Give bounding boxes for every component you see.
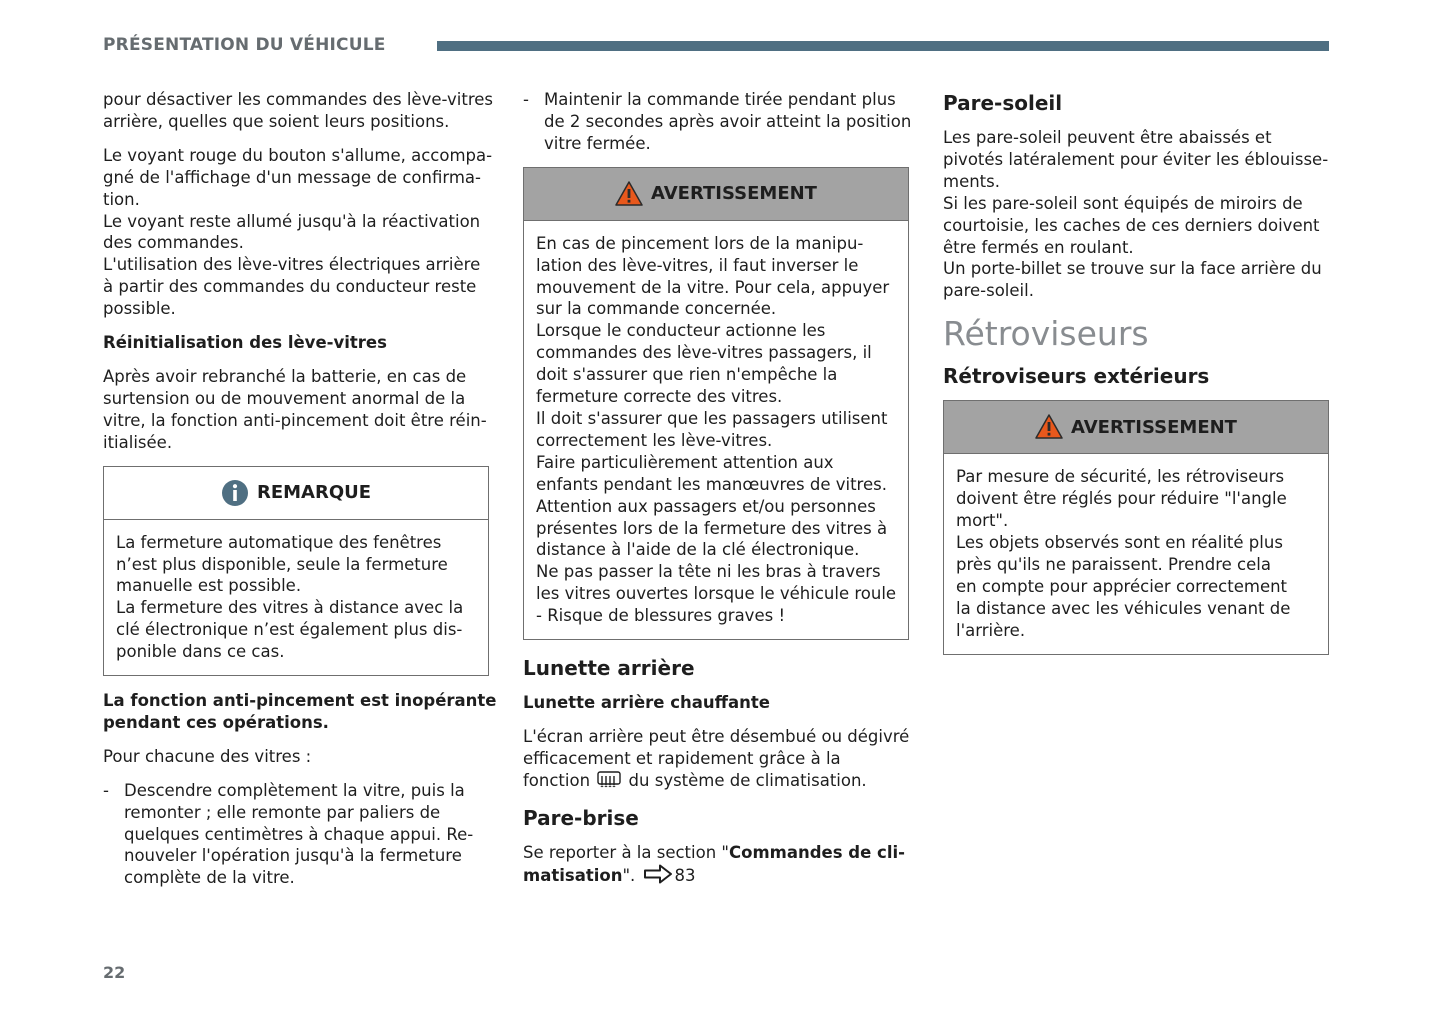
subheading-heated-rear-window: Lunette arrière chauffante — [523, 693, 770, 713]
text-line: tion. — [103, 189, 140, 209]
note-box-body — [104, 520, 488, 663]
bullet-dash: - — [523, 90, 529, 109]
text-line: distance à l'aide de la clé électronique. — [536, 540, 860, 560]
paragraph-anti-pinch-warning — [103, 690, 497, 734]
text-line: de 2 secondes après avoir atteint la position — [544, 111, 912, 131]
arrow-right-icon — [643, 864, 673, 882]
page-reference[interactable]: 83 — [674, 865, 696, 885]
warning-box — [523, 167, 909, 640]
text-line: Les objets observés sont en réalité plus — [956, 532, 1283, 552]
text-line: doit s'assurer que rien n'empêche la — [536, 365, 838, 385]
paragraph-rear-window — [523, 726, 909, 792]
text-fragment: du système de climatisation. — [628, 770, 867, 790]
text-line: efficacement et rapidement grâce à la — [523, 748, 841, 768]
climate-controls-link[interactable]: Commandes de cli- — [729, 842, 905, 862]
paragraph-disable-controls — [103, 89, 493, 133]
text-line: ments. — [943, 171, 1000, 191]
rear-defrost-icon — [597, 771, 621, 789]
paragraph-each-window: Pour chacune des vitres : — [103, 746, 312, 766]
text-line: La fermeture des vitres à distance avec la — [116, 598, 464, 618]
text-fragment: fonction — [523, 770, 591, 790]
text-line: complète de la vitre. — [124, 868, 295, 888]
text-line: pendant ces opérations. — [103, 712, 329, 732]
note-box — [103, 466, 489, 676]
note-title: REMARQUE — [256, 482, 372, 504]
text-line — [523, 770, 909, 792]
text-line: commandes des lève-vitres passagers, il — [536, 343, 872, 363]
column-2 — [523, 89, 912, 898]
text-line: L'utilisation des lève-vitres électriques arrière — [103, 255, 481, 275]
text-line: à partir des commandes du conducteur reste — [103, 277, 477, 297]
warning-text — [536, 233, 896, 627]
text-line: pare-soleil. — [943, 281, 1034, 301]
text-line: Le voyant rouge du bouton s'allume, accompa- — [103, 145, 493, 165]
text-line: Les pare-soleil peuvent être abaissés et — [943, 128, 1272, 147]
text-line: Si les pare-soleil sont équipés de miroirs de — [943, 193, 1303, 213]
heading-windshield: Pare-brise — [523, 805, 639, 830]
text-line: Un porte-billet se trouve sur la face arrière du — [943, 259, 1322, 279]
text-line: mouvement de la vitre. Pour cela, appuyer — [536, 277, 890, 297]
text-line: près qu'ils ne paraissent. Prendre cela — [956, 554, 1271, 574]
text-line: pour désactiver les commandes des lève-vitres — [103, 90, 493, 109]
paragraph-windshield — [523, 842, 909, 887]
paragraph-reset — [103, 366, 489, 454]
warning-box-body — [944, 454, 1328, 641]
text-line — [523, 864, 909, 887]
text-line: doivent être réglés pour réduire "l'angle — [956, 489, 1287, 509]
text-line: fermeture correcte des vitres. — [536, 387, 783, 407]
text-line: les vitres ouvertes lorsque le véhicule roule — [536, 584, 897, 604]
note-text — [116, 532, 476, 663]
text-line: ponible dans ce cas. — [116, 642, 285, 662]
text-line: surtension ou de mouvement anormal de la — [103, 388, 466, 408]
heading-rear-window: Lunette arrière — [523, 656, 695, 681]
warning-box-header — [524, 168, 908, 221]
text-line: quelques centimètres à chaque appui. Re- — [124, 824, 474, 844]
text-line: être fermés en roulant. — [943, 237, 1134, 257]
text-line: présentes lors de la fermeture des vitres à — [536, 518, 888, 538]
text-line: Faire particulièrement attention aux — [536, 452, 834, 472]
climate-controls-link-cont[interactable]: matisation — [523, 865, 623, 885]
text-line: Lorsque le conducteur actionne les — [536, 321, 826, 341]
text-line: sur la commande concernée. — [536, 299, 777, 319]
warning-box — [943, 400, 1329, 654]
text-line: pivotés latéralement pour éviter les éblouisse- — [943, 149, 1329, 169]
text-line: L'écran arrière peut être désembué ou dégivré — [523, 726, 910, 746]
text-line: La fermeture automatique des fenêtres — [116, 532, 442, 552]
text-line: Il doit s'assurer que les passagers utilisent — [536, 408, 888, 428]
text-line: Ne pas passer la tête ni les bras à travers — [536, 562, 881, 582]
text-line: Maintenir la commande tirée pendant plus — [544, 90, 896, 109]
text-fragment: ". — [622, 865, 636, 885]
column-3 — [943, 89, 1329, 669]
text-line: des commandes. — [103, 233, 244, 253]
text-line: la distance avec les véhicules venant de — [956, 598, 1291, 618]
text-line: La fonction anti-pincement est inopérante — [103, 691, 497, 711]
bullet-dash: - — [103, 780, 109, 800]
note-box-header — [104, 467, 488, 520]
section-title-mirrors: Rétroviseurs — [943, 314, 1149, 354]
text-line: en compte pour apprécier correctement — [956, 576, 1288, 596]
header-bar — [437, 41, 1329, 51]
text-line: enfants pendant les manœuvres de vitres. — [536, 474, 887, 494]
text-line: vitre fermée. — [544, 133, 651, 153]
warning-title: AVERTISSEMENT — [651, 183, 817, 205]
warning-icon — [615, 180, 643, 208]
column-1 — [103, 89, 497, 901]
text-line: clé électronique n’est également plus dis- — [116, 620, 463, 640]
text-line: Après avoir rebranché la batterie, en cas de — [103, 366, 467, 386]
text-line: itialisée. — [103, 432, 173, 452]
text-line: Descendre complètement la vitre, puis la — [124, 780, 465, 800]
text-line: mort". — [956, 511, 1009, 531]
text-line: nouveler l'opération jusqu'à la fermeture — [124, 846, 462, 866]
text-line: possible. — [103, 299, 176, 319]
text-line: l'arrière. — [956, 620, 1026, 640]
warning-title: AVERTISSEMENT — [1071, 416, 1237, 438]
text-line: - Risque de blessures graves ! — [536, 606, 786, 626]
warning-box-header — [944, 401, 1328, 454]
text-line: Le voyant reste allumé jusqu'à la réactivation — [103, 211, 481, 231]
bullet-lower-window — [103, 780, 489, 890]
text-line: n’est plus disponible, seule la fermeture — [116, 554, 448, 574]
warning-box-body — [524, 221, 908, 627]
text-line: gné de l'affichage d'un message de confirma- — [103, 167, 481, 187]
text-line: vitre, la fonction anti-pincement doit être réin- — [103, 410, 487, 430]
info-icon — [221, 479, 249, 507]
page-number: 22 — [103, 963, 126, 982]
text-line — [523, 842, 909, 864]
text-line: remonter ; elle remonte par paliers de — [124, 802, 441, 822]
bullet-hold-control — [523, 89, 912, 155]
paragraph-red-indicator — [103, 145, 493, 320]
warning-text — [956, 466, 1316, 641]
paragraph-sun-visor — [943, 127, 1329, 302]
heading-sun-visor: Pare-soleil — [943, 91, 1063, 115]
warning-icon — [1035, 413, 1063, 441]
heading-exterior-mirrors: Rétroviseurs extérieurs — [943, 364, 1210, 389]
text-line: Par mesure de sécurité, les rétroviseurs — [956, 467, 1285, 487]
text-line: courtoisie, les caches de ces derniers doivent — [943, 215, 1320, 235]
text-line: lation des lève-vitres, il faut inverser le — [536, 255, 859, 275]
text-line: arrière, quelles que soient leurs positions. — [103, 111, 450, 131]
text-line: manuelle est possible. — [116, 576, 302, 596]
text-fragment: Se reporter à la section " — [523, 842, 730, 862]
subheading-reset: Réinitialisation des lève-vitres — [103, 333, 387, 353]
text-line: En cas de pincement lors de la manipu- — [536, 233, 864, 253]
text-line: Attention aux passagers et/ou personnes — [536, 496, 876, 516]
text-line: correctement les lève-vitres. — [536, 430, 773, 450]
header-title: PRÉSENTATION DU VÉHICULE — [103, 35, 386, 55]
